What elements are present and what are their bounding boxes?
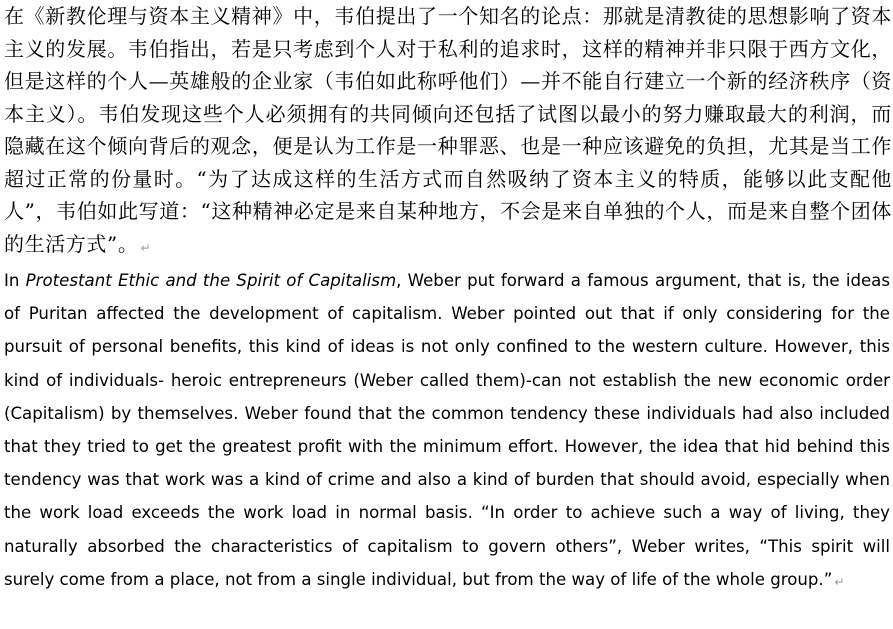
paragraph-mark-icon: ↵ bbox=[140, 240, 152, 255]
english-intro-text: In bbox=[4, 271, 26, 290]
paragraph-mark-icon: ↵ bbox=[834, 574, 845, 589]
book-title: Protestant Ethic and the Spirit of Capitalism bbox=[25, 271, 397, 290]
chinese-paragraph-text: 在《新教伦理与资本主义精神》中，韦伯提出了一个知名的论点：那就是清教徒的思想影响了资本主义的发展。韦伯指出，若是只考虑到个人对于私利的追求时，这样的精神并非只限于西方文化，但是这样的个人—英雄般的企业家（韦伯如此称呼他们）—并不能自行建立一个新的经济秩序（资本主义）。韦伯发现这些个人必须拥有的共同倾向还包括了试图以最小的努力赚取最大的利润，而隐藏在这个倾向背后的观念，便是认为工作是一种罪恶、也是一种应该避免的负担，尤其是当工作超过正常的份量时。“为了达成这样的生活方式而自然吸纳了资本主义的特质，能够以此支配他人”，韦伯如此写道：“这种精神必定是来自某种地方，不会是来自单独的个人，而是来自整个团体的生活方式”。 bbox=[4, 4, 892, 256]
chinese-paragraph[interactable] bbox=[4, 0, 892, 264]
english-paragraph[interactable] bbox=[4, 264, 890, 599]
english-body-text: , Weber put forward a famous argument, that is, the ideas of Puritan affected the development of capitalism. Weber pointed out that if only considering for the pursuit of personal benefits, this kind of ideas is not only confined to the western culture. However, this kind of individuals- heroic entrepreneurs (Weber called them)-can not establish the new economic order (Capitalism) by themselves. Weber found that the common tendency these individuals had also included that they tried to get the greatest profit with the minimum effort. However, the idea that hid behind this tendency was that work was a kind of crime and also a kind of burden that should avoid, especially when the work load exceeds the work load in normal basis. “In order to achieve such a way of living, they naturally absorbed the characteristics of capitalism to govern others”, Weber writes, “This spirit will surely come from a place, not from a single individual, but from the way of life of the whole group.” bbox=[4, 271, 890, 589]
